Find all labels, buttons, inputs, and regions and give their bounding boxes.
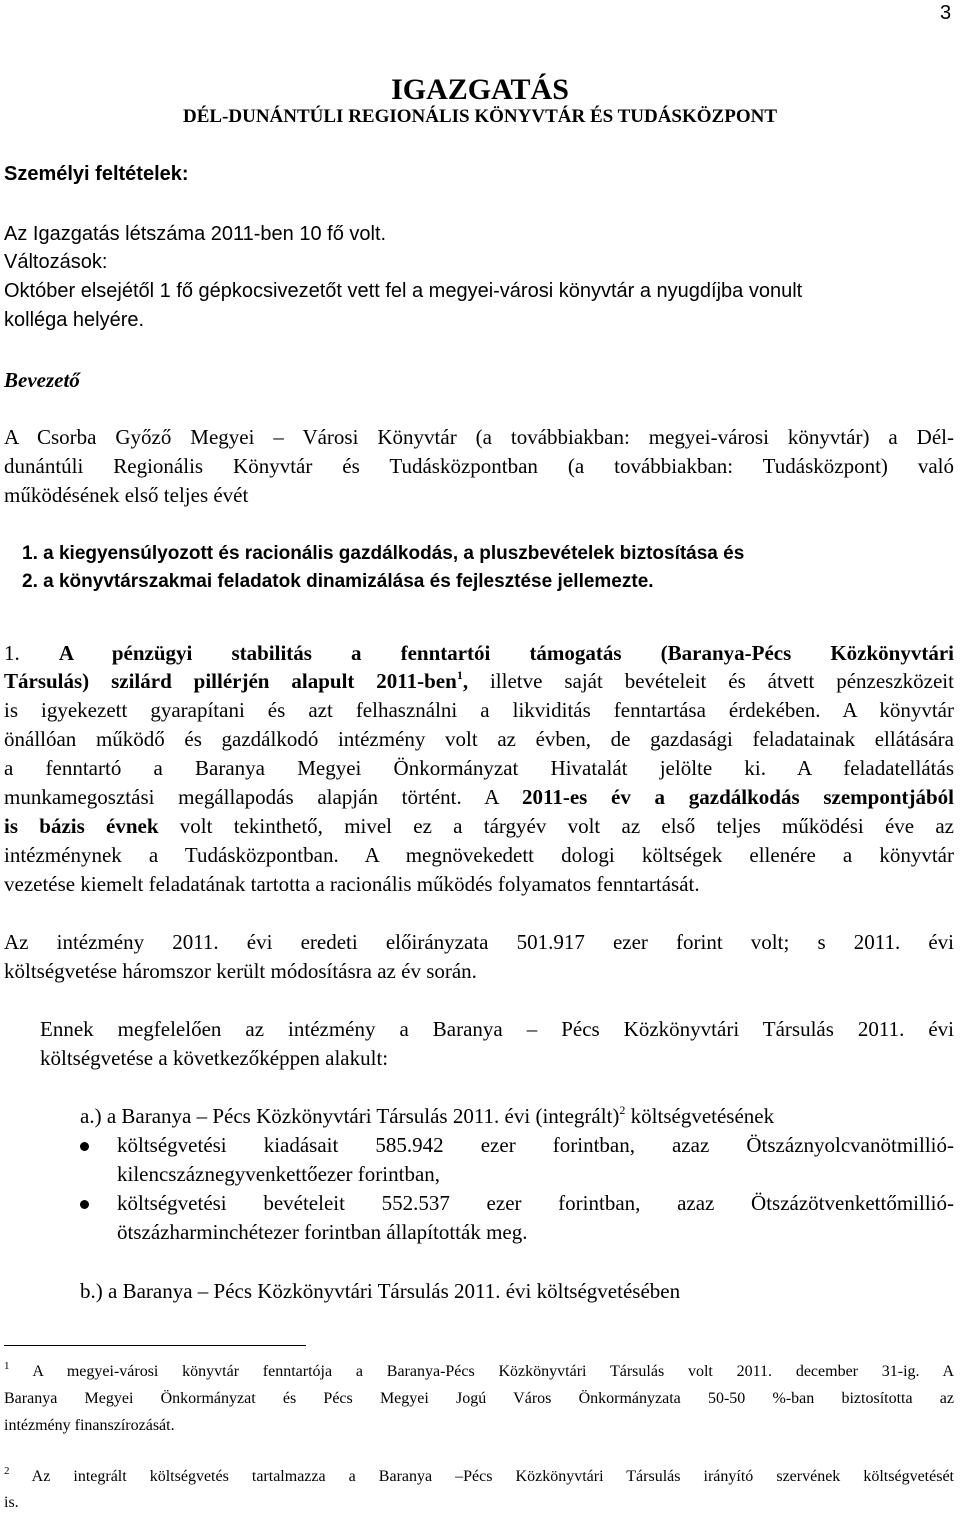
footnote-2-number: 2: [4, 1465, 10, 1477]
para3-line-1: Ennek megfelelően az intézmény a Baranya – Pécs Közkönyvtári Társulás 2011. évi: [40, 1017, 954, 1041]
para2-line-1: Az intézmény 2011. évi eredeti előirányzata 501.917 ezer forint volt; s 2011. évi: [4, 930, 954, 954]
intro-line-2: dunántúli Regionális Könyvtár és Tudásközpontban (a továbbiakban: Tudásközpont) való: [4, 454, 954, 478]
para1-number: 1.: [4, 641, 20, 665]
para1-line-9: vezetése kiemelt feladatának tartotta a racionális működés folyamatos fenntartását.: [4, 872, 700, 896]
list-bullet-2-line-2: ötszázharminchétezer forintban állapították meg.: [117, 1220, 528, 1244]
intro-list-item-1: 1. a kiegyensúlyozott és racionális gazdálkodás, a pluszbevételek biztosítása és: [22, 543, 745, 564]
para1-line-8: intézménynek a Tudásközpontban. A megnövekedett dologi költségek ellenére a könyvtár: [4, 843, 954, 867]
para1-line-1: [4, 641, 954, 666]
para1-line-3: is igyekezett gyarapítani és azt felhasználni a likviditás fenntartása érdekében. A könyvtár: [4, 698, 954, 722]
para3-line-2: költségvetése a következőképpen alakult:: [40, 1046, 389, 1070]
personal-line-1: Az Igazgatás létszáma 2011-ben 10 fő volt.: [4, 223, 387, 245]
list-item-a: a.) a Baranya – Pécs Közkönyvtári Társulás 2011. évi (integrált)$^2$ költségvetésének: [80, 1103, 775, 1128]
bullet-icon: [80, 1200, 89, 1209]
section-heading-personal: Személyi feltételek:: [4, 163, 189, 185]
footnote-separator: [4, 1345, 306, 1346]
personal-line-3: Október elsejétől 1 fő gépkocsivezetőt vett fel a megyei-városi könyvtár a nyugdíjba vonult: [4, 280, 803, 302]
section-heading-intro: Bevezető: [4, 368, 80, 392]
list-bullet-2-line-1: költségvetési bevételeit 552.537 ezer forintban, azaz Ötszázötvenkettőmillió-: [117, 1191, 954, 1215]
list-bullet-1-line-1: költségvetési kiadásait 585.942 ezer forintban, azaz Ötszáznyolcvanötmillió-: [117, 1133, 954, 1157]
footnote-1-line-3: intézmény finanszírozását.: [4, 1417, 175, 1434]
para2-line-2: költségvetése háromszor került módosításra az év során.: [4, 959, 477, 983]
footnote-1-line-2: Baranya Megyei Önkormányzat és Pécs Megyei Jogú Város Önkormányzata 50-50 %-ban biztosította az: [4, 1390, 954, 1407]
footnote-ref-2[interactable]: 2: [619, 1103, 626, 1117]
personal-line-2: Változások:: [4, 251, 108, 273]
page-title: IGAZGATÁS: [391, 73, 569, 106]
intro-list-item-2: 2. a könyvtárszakmai feladatok dinamizálása és fejlesztése jellemezte.: [22, 571, 654, 592]
para1-line-7: is bázis évnek volt tekinthető, mivel ez a tárgyév volt az első teljes működési éve az: [4, 814, 954, 838]
para1-line-6: munkamegosztási megállapodás alapján történt. A 2011-es év a gazdálkodás szempontjából: [4, 785, 954, 809]
list-bullet-1-line-2: kilencszáznegyvenkettőezer forintban,: [117, 1162, 441, 1186]
bullet-icon: [80, 1142, 89, 1151]
page-number: 3: [940, 2, 952, 24]
footnote-1-number: 1: [4, 1360, 10, 1372]
para1-line-4: önállóan működő és gazdálkodó intézmény volt az évben, de gazdasági feladatainak ellátására: [4, 727, 954, 751]
para1-line-2: Társulás) szilárd pillérjén alapult 2011-ben$^1$, illetve saját bevételeit és átvett pénzeszközeit: [4, 668, 954, 693]
intro-line-3: működésének első teljes évét: [4, 483, 249, 507]
personal-line-4: kolléga helyére.: [4, 309, 145, 331]
footnote-2-line-2: is.: [4, 1494, 19, 1511]
para1-line-5: a fenntartó a Baranya Megyei Önkormányzat Hivatalát jelölte ki. A feladatellátás: [4, 756, 954, 780]
footnote-2-line-1: $^2$ Az integrált költségvetés tartalmazza a Baranya –Pécs Közkönyvtári Társulás irányító szervének költségvetését: [4, 1465, 954, 1485]
page-subtitle: DÉL-DUNÁNTÚLI REGIONÁLIS KÖNYVTÁR ÉS TUDÁSKÖZPONT: [182, 106, 778, 127]
footnote-ref-1[interactable]: 1: [456, 668, 463, 682]
list-item-b: b.) a Baranya – Pécs Közkönyvtári Társulás 2011. évi költségvetésében: [80, 1279, 681, 1303]
footnote-1-line-1: $^1$ A megyei-városi könyvtár fenntartója a Baranya-Pécs Közkönyvtári Társulás volt 2011. december 31-ig. A: [4, 1360, 954, 1380]
intro-line-1: A Csorba Győző Megyei – Városi Könyvtár (a továbbiakban: megyei-városi könyvtár) a Dél-: [4, 425, 954, 449]
para1-bold-start: A pénzügyi stabilitás a fenntartói támogatás (Baranya-Pécs Közkönyvtári: [58, 641, 955, 665]
